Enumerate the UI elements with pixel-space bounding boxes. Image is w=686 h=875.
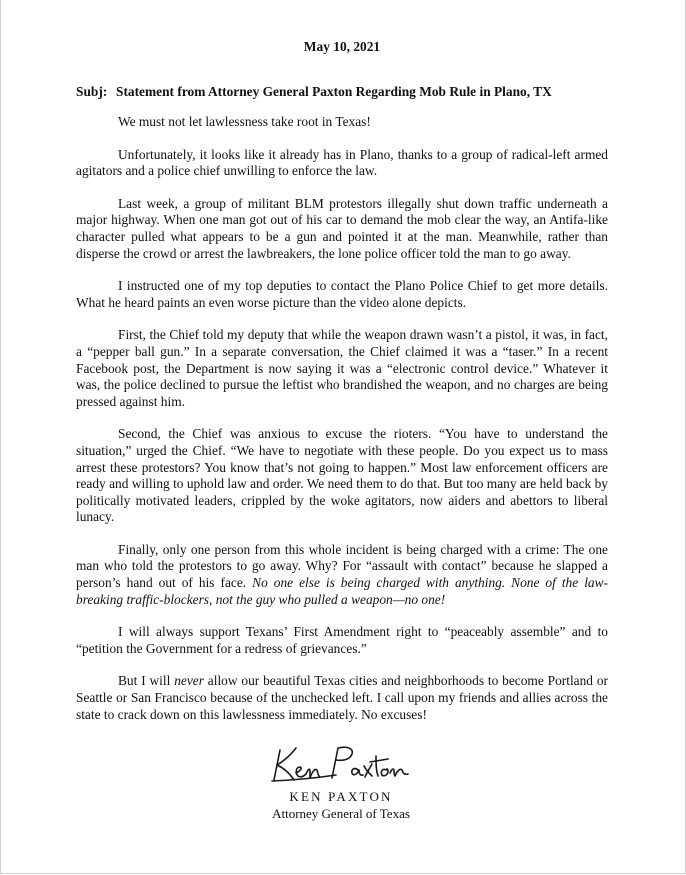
paragraph-1: We must not let lawlessness take root in Texas! [118, 114, 371, 129]
paragraph-7-italic: No one else is being charged with anything. None of the law-breaking traffic-blockers, not the guy who pulled a weapon—no one! [76, 575, 608, 607]
paragraph-9-after: allow our beautiful Texas cities and neighborhoods to become Portland or Seattle or San Francisco because of the unchecked left. I call upon my friends and allies across the state to crack down on this lawlessness immediately. No excuses! [76, 673, 608, 722]
signature-block [196, 740, 486, 822]
paragraph-4: I instructed one of my top deputies to contact the Plano Police Chief to get more details. What he heard paints an even worse picture than the video alone depicts. [76, 278, 608, 310]
paragraph-2: Unfortunately, it looks like it already has in Plano, thanks to a group of radical-left armed agitators and a police chief unwilling to enforce the law. [76, 146, 608, 179]
paragraph-7-text: Finally, only one person from this whole incident is being charged with a crime: The one man who told the protestors to go away. Why? For “assault with contact” because he slapped a person’s hand out of his face. [76, 541, 608, 591]
paragraph-9-before: But I will [118, 673, 175, 689]
signer-title: Attorney General of Texas [272, 806, 410, 821]
signer-name: KEN PAXTON [289, 789, 393, 804]
letter-body [76, 38, 608, 739]
subject-label: Subj: [76, 84, 108, 99]
paragraph-6: Second, the Chief was anxious to excuse the rioters. “You have to understand the situation,” urged the Chief. “We have to negotiate with these people. Do you expect us to mass arrest these protestors? You know that’s not going to happen.” Most law enforcement officers are ready and willing to uphold law and order. We need them to do that. But too many are held back by politically motivated leaders, crippled by the woke agitators, now aiders and abettors to liberal lunacy. [76, 426, 608, 525]
paragraph-9 [76, 673, 608, 723]
subject-text: Statement from Attorney General Paxton Regarding Mob Rule in Plano, TX [116, 84, 552, 99]
handwritten-signature [266, 740, 416, 788]
letter-date: May 10, 2021 [303, 39, 381, 54]
subject-line [76, 83, 608, 101]
paragraph-5: First, the Chief told my deputy that while the weapon drawn wasn’t a pistol, it was, in fact, a “pepper ball gun.” In a separate conversation, the Chief claimed it was a “taser.” In a recent Facebook post, the Department is now saying it was a “electronic control device.” Whatever it was, the police declined to pursue the leftist who brandished the weapon, and no charges are being pressed against him. [76, 327, 608, 409]
paragraph-3: Last week, a group of militant BLM protestors illegally shut down traffic underneath a major highway. When one man got out of his car to demand the mob clear the way, an Antifa-like character pulled what appears to be a gun and pointed it at the man. Meanwhile, rather than disperse the crowd or arrest the lawbreakers, the lone police officer told the man to go away. [76, 195, 608, 261]
paragraph-9-italic: never [174, 673, 204, 689]
paragraph-8: I will always support Texans’ First Amendment right to “peaceably assemble” and to “petition the Government for a redress of grievances.” [76, 624, 608, 656]
paragraph-7 [76, 542, 608, 608]
